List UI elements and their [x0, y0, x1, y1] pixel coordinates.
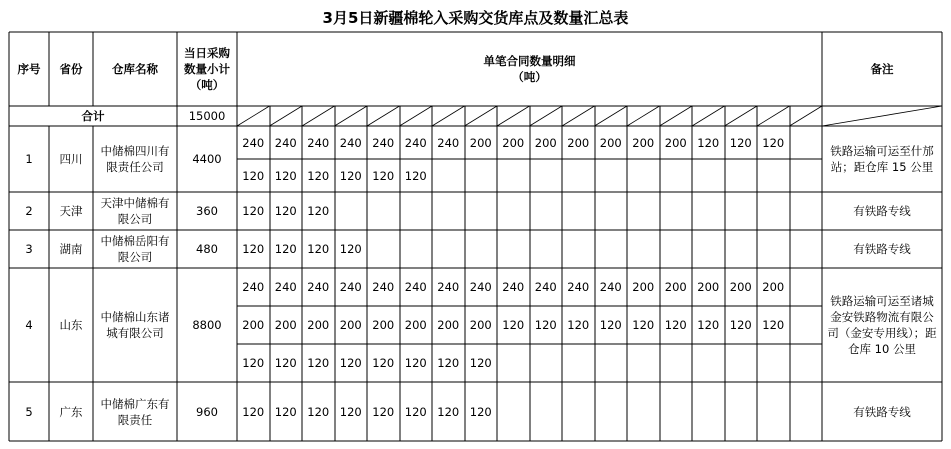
header-remarks: 备注: [870, 62, 894, 76]
detail-value: 120: [242, 242, 265, 256]
detail-value: 120: [242, 204, 265, 218]
detail-value: 120: [404, 404, 427, 419]
detail-value: 240: [404, 135, 427, 150]
total-label: 合计: [81, 109, 105, 123]
row-province: 山东: [59, 318, 83, 332]
header-province: 省份: [59, 62, 83, 76]
detail-value: 120: [274, 168, 297, 183]
detail-value: 240: [534, 280, 557, 294]
detail-value: 200: [632, 280, 655, 294]
detail-value: 240: [242, 135, 265, 150]
detail-value: 120: [274, 204, 297, 218]
detail-value: 200: [274, 318, 297, 332]
row-remark: 铁路运输可运至诸城金安铁路物流有限公司（金安专用线）；距仓库 10 公里: [827, 294, 937, 356]
detail-value: 120: [372, 168, 395, 183]
detail-value: 120: [729, 135, 752, 150]
detail-value: 120: [599, 318, 622, 332]
detail-value: 120: [534, 318, 557, 332]
detail-value: 200: [372, 318, 395, 332]
detail-value: 200: [242, 318, 265, 332]
detail-value: 120: [404, 168, 427, 183]
row-province: 广东: [59, 404, 83, 419]
detail-value: 120: [762, 318, 785, 332]
detail-value: 120: [729, 318, 752, 332]
row-province: 湖南: [59, 242, 83, 256]
detail-value: 200: [307, 318, 330, 332]
detail-value: 200: [567, 135, 590, 150]
row-warehouse: 中储棉四川有限责任公司: [100, 144, 170, 174]
detail-value: 120: [339, 168, 362, 183]
detail-value: 200: [697, 280, 720, 294]
row-remark: 铁路运输可运至什邡站；距仓库 15 公里: [830, 144, 934, 174]
detail-value: 240: [242, 280, 265, 294]
detail-value: 240: [274, 135, 297, 150]
detail-value: 200: [664, 280, 687, 294]
detail-value: 240: [567, 280, 590, 294]
detail-value: 200: [762, 280, 785, 294]
row-seq: 4: [25, 318, 33, 332]
row-warehouse: 中储棉广东有限责任: [100, 396, 170, 427]
header-warehouse: 仓库名称: [112, 62, 158, 76]
detail-value: 240: [339, 280, 362, 294]
row-subtotal: 480: [196, 242, 218, 256]
row-subtotal: 8800: [192, 318, 222, 332]
detail-value: 120: [697, 318, 720, 332]
detail-value: 240: [404, 280, 427, 294]
detail-value: 200: [437, 318, 460, 332]
detail-value: 240: [372, 280, 395, 294]
header-detail-detail-line1: 单笔合同数量明细: [483, 54, 576, 68]
detail-value: 120: [502, 318, 525, 332]
detail-value: 120: [307, 168, 330, 183]
row-remark: 有铁路专线: [853, 204, 911, 218]
detail-value: 120: [469, 356, 492, 370]
row-subtotal: 4400: [192, 152, 222, 166]
detail-value: 240: [469, 280, 492, 294]
detail-value: 120: [372, 404, 395, 419]
detail-value: 120: [632, 318, 655, 332]
detail-value: 240: [502, 280, 525, 294]
detail-value: 240: [599, 280, 622, 294]
detail-value: 120: [339, 356, 362, 370]
detail-value: 120: [469, 404, 492, 419]
detail-value: 120: [339, 404, 362, 419]
detail-value: 120: [404, 356, 427, 370]
detail-value: 240: [372, 135, 395, 150]
detail-value: 240: [307, 135, 330, 150]
detail-value: 240: [437, 135, 460, 150]
detail-value: 120: [697, 135, 720, 150]
detail-value: 200: [339, 318, 362, 332]
row-seq: 1: [25, 152, 33, 166]
detail-value: 120: [307, 356, 330, 370]
detail-value: 240: [339, 135, 362, 150]
detail-value: 120: [242, 404, 265, 419]
detail-value: 120: [274, 242, 297, 256]
row-province: 四川: [59, 152, 83, 166]
detail-value: 120: [274, 356, 297, 370]
header-subtotal: 当日采购数量小计（吨）: [184, 46, 230, 92]
detail-value: 120: [307, 404, 330, 419]
row-seq: 5: [25, 404, 33, 419]
detail-value: 240: [437, 280, 460, 294]
detail-value: 120: [762, 135, 785, 150]
detail-value: 240: [274, 280, 297, 294]
detail-value: 200: [469, 318, 492, 332]
detail-value: 200: [534, 135, 557, 150]
detail-value: 120: [437, 356, 460, 370]
detail-value: 120: [372, 356, 395, 370]
header-detail: [237, 32, 822, 106]
detail-value: 120: [274, 404, 297, 419]
header-seq: 序号: [17, 62, 41, 76]
row-warehouse: 中储棉山东诸城有限公司: [100, 310, 170, 340]
row-seq: 3: [25, 242, 33, 256]
row-seq: 2: [25, 204, 33, 218]
row-remark: 有铁路专线: [853, 242, 911, 256]
detail-value: 120: [307, 204, 330, 218]
detail-value: 120: [242, 168, 265, 183]
total-value: 15000: [188, 109, 226, 123]
row-remark: 有铁路专线: [853, 404, 911, 419]
row-warehouse: 天津中储棉有限公司: [100, 196, 170, 226]
detail-value: 200: [664, 135, 687, 150]
detail-value: 120: [437, 404, 460, 419]
row-subtotal: 360: [196, 204, 218, 218]
detail-value: 120: [664, 318, 687, 332]
detail-value: 200: [599, 135, 622, 150]
header-detail-detail-line2: （吨）: [512, 70, 547, 84]
detail-value: 200: [632, 135, 655, 150]
row-province: 天津: [59, 204, 83, 218]
detail-value: 200: [729, 280, 752, 294]
row-warehouse: 中储棉岳阳有限公司: [100, 234, 170, 264]
detail-value: 120: [339, 242, 362, 256]
detail-value: 200: [502, 135, 525, 150]
detail-value: 120: [307, 242, 330, 256]
detail-value: 240: [307, 280, 330, 294]
row-subtotal: 960: [196, 404, 218, 419]
page-title: 3月5日新疆棉轮入采购交货库点及数量汇总表: [322, 9, 629, 27]
detail-value: 120: [567, 318, 590, 332]
detail-value: 200: [469, 135, 492, 150]
detail-value: 120: [242, 356, 265, 370]
detail-value: 200: [404, 318, 427, 332]
